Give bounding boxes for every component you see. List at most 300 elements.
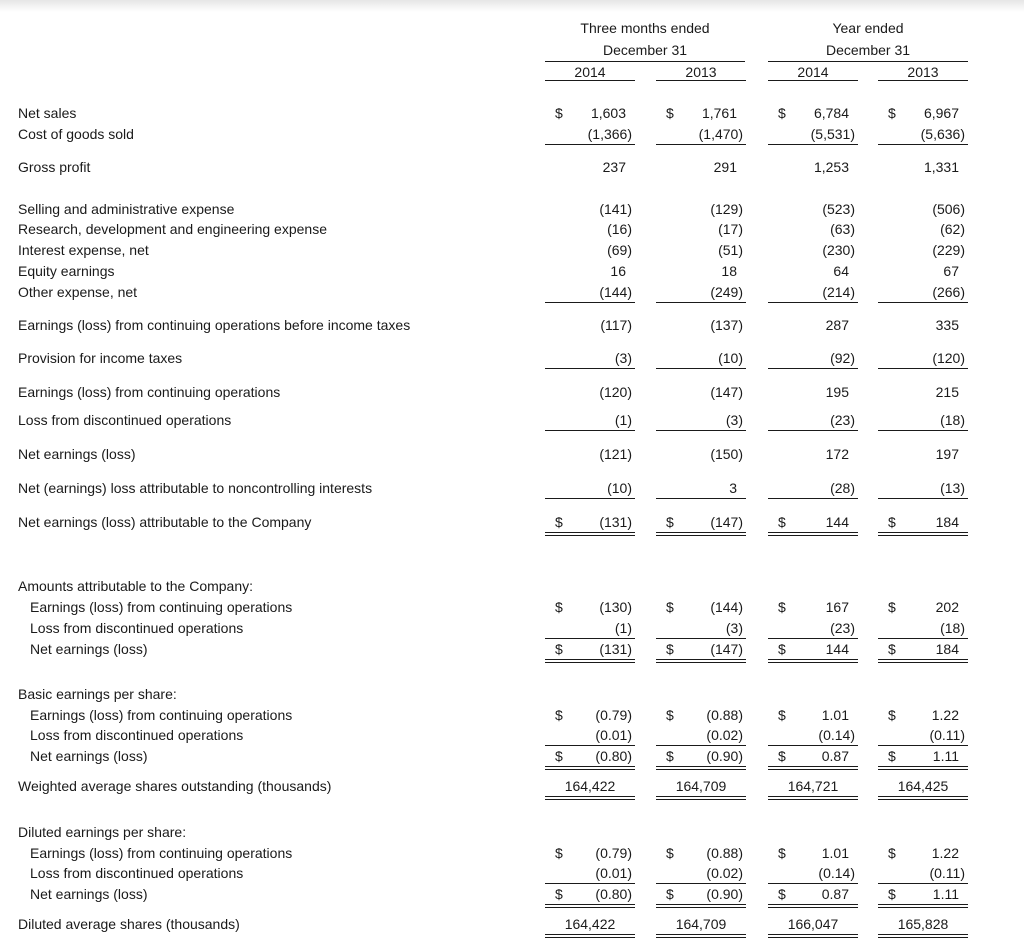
cell-value: 18 bbox=[721, 263, 737, 279]
col-year-4-rule bbox=[878, 80, 968, 81]
value-cell bbox=[656, 639, 746, 659]
value-cell bbox=[545, 444, 635, 464]
value-cell bbox=[656, 597, 746, 617]
value-cell bbox=[768, 240, 858, 260]
cell-value: (69) bbox=[607, 242, 632, 258]
cell-value: (117) bbox=[600, 317, 632, 333]
currency-symbol: $ bbox=[555, 105, 563, 121]
cell-value: 202 bbox=[935, 599, 959, 615]
cell-value: (5,531) bbox=[810, 126, 855, 142]
cell-value: 1,253 bbox=[813, 159, 849, 175]
value-cell bbox=[768, 103, 858, 123]
value-cell bbox=[656, 444, 746, 464]
underline bbox=[656, 368, 746, 369]
cell-value: (230) bbox=[822, 242, 855, 258]
cell-value: (51) bbox=[718, 242, 743, 258]
double-underline bbox=[768, 766, 858, 770]
cell-value: (141) bbox=[599, 201, 632, 217]
cell-value: (120) bbox=[932, 350, 965, 366]
cell-value: 164,422 bbox=[564, 916, 616, 932]
currency-symbol: $ bbox=[555, 845, 563, 861]
cell-value: (121) bbox=[599, 446, 632, 462]
underline bbox=[656, 430, 746, 431]
cell-value: (523) bbox=[822, 201, 855, 217]
cell-value: (147) bbox=[710, 384, 743, 400]
value-cell bbox=[878, 219, 968, 239]
underline bbox=[878, 368, 968, 369]
cell-value: 172 bbox=[825, 446, 849, 462]
value-cell bbox=[656, 315, 746, 335]
double-underline bbox=[768, 532, 858, 536]
cell-value: 195 bbox=[825, 384, 849, 400]
value-cell bbox=[545, 240, 635, 260]
table-row bbox=[0, 705, 1024, 725]
double-underline bbox=[545, 766, 635, 770]
currency-symbol: $ bbox=[778, 641, 786, 657]
value-cell bbox=[545, 618, 635, 638]
value-cell bbox=[656, 348, 746, 368]
row-label: Diluted average shares (thousands) bbox=[18, 916, 240, 932]
underline bbox=[545, 368, 635, 369]
value-cell bbox=[878, 746, 968, 766]
row-label: Loss from discontinued operations bbox=[18, 412, 232, 428]
cell-value: 291 bbox=[713, 159, 737, 175]
col-year-3: 2014 bbox=[797, 64, 829, 80]
cell-value: (131) bbox=[599, 641, 632, 657]
value-cell bbox=[878, 261, 968, 281]
cell-value: (266) bbox=[932, 284, 965, 300]
double-underline bbox=[656, 532, 746, 536]
cell-value: (3) bbox=[725, 412, 743, 428]
double-underline bbox=[545, 904, 635, 908]
value-cell bbox=[768, 444, 858, 464]
double-underline bbox=[768, 659, 858, 663]
row-label: Other expense, net bbox=[18, 284, 138, 300]
cell-value: 6,967 bbox=[923, 105, 959, 121]
cell-value: 144 bbox=[825, 641, 849, 657]
cell-value: 6,784 bbox=[813, 105, 849, 121]
row-label: Net earnings (loss) bbox=[18, 446, 136, 462]
three-months-header bbox=[545, 18, 745, 60]
row-label: Loss from discontinued operations bbox=[30, 865, 244, 881]
cell-value: (229) bbox=[932, 242, 965, 258]
cell-value: 165,828 bbox=[897, 916, 949, 932]
row-label: Net earnings (loss) bbox=[30, 748, 148, 764]
row-label: Selling and administrative expense bbox=[18, 201, 235, 217]
value-cell bbox=[878, 618, 968, 638]
cell-value: (130) bbox=[599, 599, 632, 615]
value-cell bbox=[768, 478, 858, 498]
cell-value: (0.14) bbox=[818, 865, 855, 881]
double-underline bbox=[768, 796, 858, 800]
value-cell bbox=[768, 639, 858, 659]
table-row bbox=[0, 725, 1024, 745]
value-cell bbox=[768, 124, 858, 144]
cell-value: (18) bbox=[940, 620, 965, 636]
value-cell bbox=[545, 597, 635, 617]
double-underline bbox=[656, 904, 746, 908]
value-cell bbox=[878, 884, 968, 904]
value-cell bbox=[768, 914, 858, 934]
currency-symbol: $ bbox=[555, 514, 563, 530]
col-year-3-rule bbox=[768, 80, 858, 81]
cell-value: 1.22 bbox=[931, 707, 959, 723]
table-row bbox=[0, 382, 1024, 402]
row-label: Earnings (loss) from continuing operations bbox=[30, 845, 293, 861]
table-row bbox=[0, 157, 1024, 177]
value-cell bbox=[768, 382, 858, 402]
underline bbox=[656, 302, 746, 303]
value-cell bbox=[768, 863, 858, 883]
row-label: Amounts attributable to the Company: bbox=[18, 578, 254, 594]
value-cell bbox=[878, 103, 968, 123]
value-cell bbox=[878, 382, 968, 402]
currency-symbol: $ bbox=[778, 105, 786, 121]
value-cell bbox=[768, 618, 858, 638]
underline bbox=[545, 430, 635, 431]
double-underline bbox=[656, 934, 746, 938]
double-underline bbox=[878, 934, 968, 938]
cell-value: 166,047 bbox=[787, 916, 839, 932]
currency-symbol: $ bbox=[888, 641, 896, 657]
cell-value: (0.79) bbox=[595, 707, 632, 723]
cell-value: 335 bbox=[935, 317, 959, 333]
table-row bbox=[0, 512, 1024, 532]
cell-value: 67 bbox=[943, 263, 959, 279]
row-label: Net earnings (loss) bbox=[30, 886, 148, 902]
underline bbox=[768, 144, 858, 145]
cell-value: 1.01 bbox=[821, 845, 849, 861]
value-cell bbox=[878, 597, 968, 617]
currency-symbol: $ bbox=[888, 514, 896, 530]
table-row bbox=[0, 103, 1024, 123]
value-cell bbox=[656, 914, 746, 934]
cell-value: (0.11) bbox=[929, 865, 965, 881]
value-cell bbox=[656, 725, 746, 745]
underline bbox=[545, 498, 635, 499]
row-label: Net earnings (loss) attributable to the Company bbox=[18, 514, 312, 530]
underline bbox=[878, 302, 968, 303]
table-row bbox=[0, 863, 1024, 883]
table-row bbox=[0, 843, 1024, 863]
value-cell bbox=[545, 261, 635, 281]
value-cell bbox=[545, 199, 635, 219]
cell-value: 167 bbox=[825, 599, 849, 615]
value-cell bbox=[656, 219, 746, 239]
currency-symbol: $ bbox=[888, 748, 896, 764]
value-cell bbox=[545, 705, 635, 725]
currency-symbol: $ bbox=[778, 707, 786, 723]
value-cell bbox=[768, 843, 858, 863]
double-underline bbox=[656, 796, 746, 800]
value-cell bbox=[545, 103, 635, 123]
currency-symbol: $ bbox=[555, 748, 563, 764]
underline bbox=[656, 144, 746, 145]
double-underline bbox=[878, 766, 968, 770]
table-row bbox=[0, 348, 1024, 368]
currency-symbol: $ bbox=[888, 707, 896, 723]
value-cell bbox=[768, 261, 858, 281]
cell-value: 184 bbox=[935, 641, 959, 657]
cell-value: (16) bbox=[607, 221, 632, 237]
cell-value: (147) bbox=[710, 514, 743, 530]
row-label: Loss from discontinued operations bbox=[30, 727, 244, 743]
double-underline bbox=[545, 532, 635, 536]
cell-value: (13) bbox=[940, 480, 965, 496]
row-label: Earnings (loss) from continuing operations bbox=[18, 384, 281, 400]
table-row bbox=[0, 618, 1024, 638]
value-cell bbox=[878, 705, 968, 725]
value-cell bbox=[768, 157, 858, 177]
value-cell bbox=[768, 725, 858, 745]
underline bbox=[878, 144, 968, 145]
col-year-1: 2014 bbox=[574, 64, 606, 80]
value-cell bbox=[545, 382, 635, 402]
cell-value: 237 bbox=[602, 159, 626, 175]
value-cell bbox=[545, 282, 635, 302]
value-cell bbox=[878, 639, 968, 659]
table-row bbox=[0, 410, 1024, 430]
table-row bbox=[0, 315, 1024, 335]
value-cell bbox=[768, 315, 858, 335]
value-cell bbox=[545, 124, 635, 144]
value-cell bbox=[878, 348, 968, 368]
cell-value: (150) bbox=[710, 446, 743, 462]
cell-value: 1,761 bbox=[701, 105, 737, 121]
col-year-4: 2013 bbox=[907, 64, 939, 80]
currency-symbol: $ bbox=[555, 641, 563, 657]
value-cell bbox=[656, 382, 746, 402]
value-cell bbox=[768, 776, 858, 796]
currency-symbol: $ bbox=[778, 599, 786, 615]
year-header-line1: Year ended bbox=[832, 20, 904, 36]
cell-value: (0.02) bbox=[706, 727, 743, 743]
cell-value: 287 bbox=[825, 317, 849, 333]
cell-value: (18) bbox=[940, 412, 965, 428]
value-cell bbox=[878, 199, 968, 219]
cell-value: (144) bbox=[599, 284, 632, 300]
cell-value: (0.80) bbox=[595, 748, 632, 764]
row-label: Net sales bbox=[18, 105, 77, 121]
cell-value: (0.01) bbox=[595, 727, 632, 743]
value-cell bbox=[878, 914, 968, 934]
cell-value: (1) bbox=[614, 412, 632, 428]
value-cell bbox=[656, 410, 746, 430]
row-label: Basic earnings per share: bbox=[18, 686, 177, 702]
currency-symbol: $ bbox=[888, 105, 896, 121]
cell-value: (23) bbox=[830, 412, 855, 428]
cell-value: 64 bbox=[833, 263, 849, 279]
value-cell bbox=[656, 199, 746, 219]
cell-value: (23) bbox=[830, 620, 855, 636]
cell-value: (137) bbox=[710, 317, 743, 333]
value-cell bbox=[768, 884, 858, 904]
top-shade bbox=[0, 0, 1024, 12]
value-cell bbox=[768, 348, 858, 368]
row-label: Earnings (loss) from continuing operations before income taxes bbox=[18, 317, 411, 333]
table-row bbox=[0, 199, 1024, 219]
cell-value: (147) bbox=[710, 641, 743, 657]
cell-value: (62) bbox=[940, 221, 965, 237]
currency-symbol: $ bbox=[666, 748, 674, 764]
value-cell bbox=[878, 444, 968, 464]
currency-symbol: $ bbox=[666, 886, 674, 902]
double-underline bbox=[878, 904, 968, 908]
cell-value: 164,425 bbox=[897, 778, 949, 794]
three-months-header-line1: Three months ended bbox=[580, 20, 710, 36]
cell-value: (0.14) bbox=[818, 727, 855, 743]
table-row bbox=[0, 746, 1024, 766]
three-months-header-line2: December 31 bbox=[602, 42, 688, 58]
value-cell bbox=[878, 863, 968, 883]
underline bbox=[768, 498, 858, 499]
underline bbox=[768, 302, 858, 303]
double-underline bbox=[878, 659, 968, 663]
value-cell bbox=[878, 843, 968, 863]
cell-value: (63) bbox=[830, 221, 855, 237]
value-cell bbox=[768, 199, 858, 219]
value-cell bbox=[545, 639, 635, 659]
table-row bbox=[0, 282, 1024, 302]
currency-symbol: $ bbox=[666, 845, 674, 861]
value-cell bbox=[545, 410, 635, 430]
value-cell bbox=[656, 863, 746, 883]
cell-value: (1,366) bbox=[587, 126, 632, 142]
value-cell bbox=[656, 478, 746, 498]
row-label: Cost of goods sold bbox=[18, 126, 134, 142]
cell-value: (0.01) bbox=[595, 865, 632, 881]
currency-symbol: $ bbox=[555, 886, 563, 902]
cell-value: 164,721 bbox=[787, 778, 839, 794]
value-cell bbox=[545, 914, 635, 934]
row-label: Provision for income taxes bbox=[18, 350, 183, 366]
double-underline bbox=[545, 659, 635, 663]
cell-value: 164,709 bbox=[675, 916, 727, 932]
value-cell bbox=[878, 240, 968, 260]
col-year-1-rule bbox=[545, 80, 635, 81]
value-cell bbox=[545, 157, 635, 177]
cell-value: 1,331 bbox=[923, 159, 959, 175]
double-underline bbox=[768, 934, 858, 938]
cell-value: 1.22 bbox=[931, 845, 959, 861]
cell-value: (249) bbox=[710, 284, 743, 300]
cell-value: (0.90) bbox=[706, 886, 743, 902]
value-cell bbox=[656, 776, 746, 796]
cell-value: (17) bbox=[718, 221, 743, 237]
cell-value: (214) bbox=[822, 284, 855, 300]
cell-value: (0.11) bbox=[929, 727, 965, 743]
value-cell bbox=[768, 219, 858, 239]
underline bbox=[545, 302, 635, 303]
double-underline bbox=[878, 532, 968, 536]
cell-value: 1,603 bbox=[590, 105, 626, 121]
row-label: Loss from discontinued operations bbox=[30, 620, 244, 636]
table-row bbox=[0, 219, 1024, 239]
currency-symbol: $ bbox=[666, 707, 674, 723]
double-underline bbox=[656, 659, 746, 663]
value-cell bbox=[768, 705, 858, 725]
cell-value: (129) bbox=[710, 201, 743, 217]
cell-value: 197 bbox=[935, 446, 959, 462]
cell-value: 3 bbox=[729, 480, 737, 496]
cell-value: (0.80) bbox=[595, 886, 632, 902]
row-label: Weighted average shares outstanding (thousands) bbox=[18, 778, 332, 794]
value-cell bbox=[656, 103, 746, 123]
value-cell bbox=[768, 410, 858, 430]
cell-value: (0.88) bbox=[706, 845, 743, 861]
currency-symbol: $ bbox=[888, 599, 896, 615]
value-cell bbox=[545, 315, 635, 335]
currency-symbol: $ bbox=[778, 845, 786, 861]
double-underline bbox=[545, 796, 635, 800]
double-underline bbox=[768, 904, 858, 908]
currency-symbol: $ bbox=[555, 599, 563, 615]
cell-value: (3) bbox=[614, 350, 632, 366]
value-cell bbox=[768, 746, 858, 766]
table-row bbox=[0, 639, 1024, 659]
cell-value: (131) bbox=[599, 514, 632, 530]
currency-symbol: $ bbox=[888, 886, 896, 902]
currency-symbol: $ bbox=[666, 599, 674, 615]
cell-value: (1) bbox=[614, 620, 632, 636]
value-cell bbox=[768, 597, 858, 617]
cell-value: (10) bbox=[718, 350, 743, 366]
underline bbox=[656, 498, 746, 499]
currency-symbol: $ bbox=[555, 707, 563, 723]
value-cell bbox=[545, 884, 635, 904]
cell-value: 215 bbox=[935, 384, 959, 400]
underline bbox=[545, 144, 635, 145]
value-cell bbox=[545, 843, 635, 863]
underline bbox=[768, 430, 858, 431]
cell-value: 1.01 bbox=[821, 707, 849, 723]
cell-value: (28) bbox=[830, 480, 855, 496]
value-cell bbox=[545, 478, 635, 498]
value-cell bbox=[656, 261, 746, 281]
value-cell bbox=[656, 746, 746, 766]
year-header bbox=[768, 18, 968, 60]
table-row bbox=[0, 576, 1024, 596]
value-cell bbox=[656, 124, 746, 144]
cell-value: (0.88) bbox=[706, 707, 743, 723]
underline bbox=[878, 430, 968, 431]
value-cell bbox=[545, 219, 635, 239]
col-year-2-rule bbox=[656, 80, 746, 81]
cell-value: (1,470) bbox=[698, 126, 743, 142]
table-row bbox=[0, 261, 1024, 281]
value-cell bbox=[545, 776, 635, 796]
cell-value: 164,422 bbox=[564, 778, 616, 794]
value-cell bbox=[545, 725, 635, 745]
value-cell bbox=[656, 843, 746, 863]
table-row bbox=[0, 684, 1024, 704]
year-header-line2: December 31 bbox=[825, 42, 911, 58]
value-cell bbox=[656, 157, 746, 177]
value-cell bbox=[768, 282, 858, 302]
value-cell bbox=[768, 512, 858, 532]
cell-value: (120) bbox=[599, 384, 632, 400]
cell-value: 144 bbox=[825, 514, 849, 530]
underline bbox=[768, 368, 858, 369]
cell-value: (5,636) bbox=[920, 126, 965, 142]
table-row bbox=[0, 776, 1024, 796]
cell-value: (506) bbox=[932, 201, 965, 217]
currency-symbol: $ bbox=[666, 105, 674, 121]
value-cell bbox=[545, 863, 635, 883]
currency-symbol: $ bbox=[888, 845, 896, 861]
currency-symbol: $ bbox=[778, 748, 786, 764]
value-cell bbox=[878, 157, 968, 177]
